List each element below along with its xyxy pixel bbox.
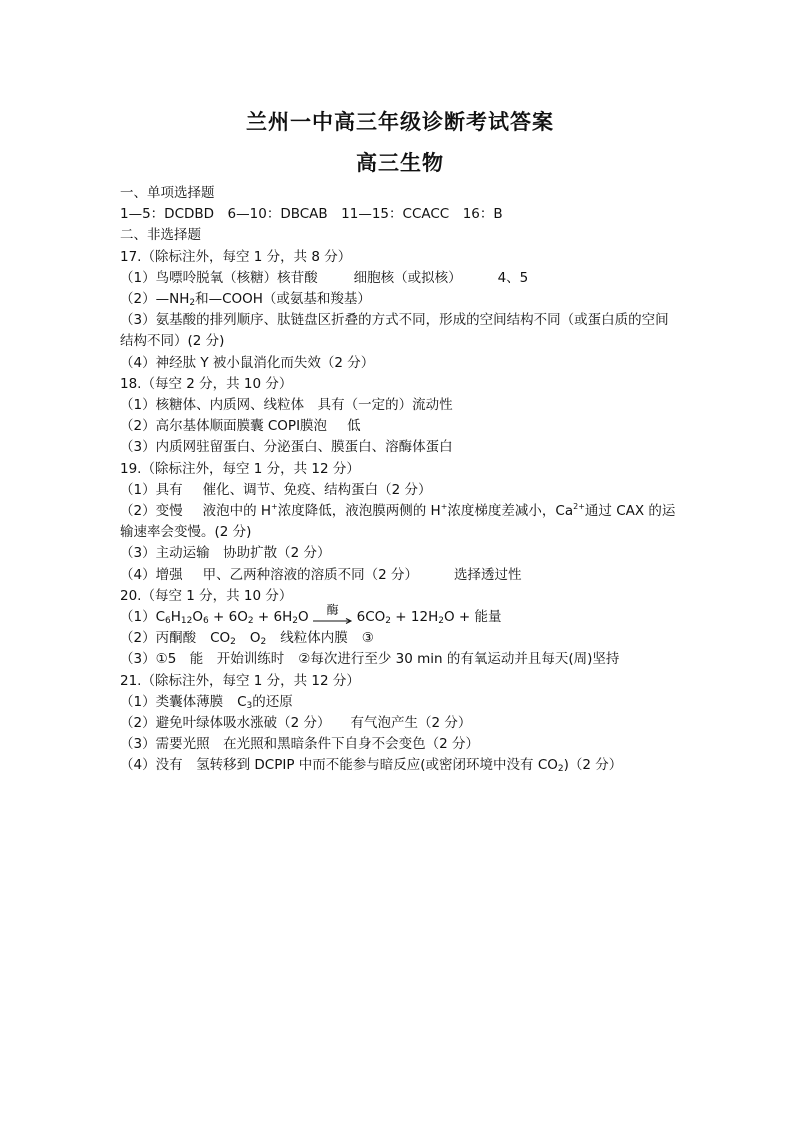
equation-o: O [192, 609, 204, 626]
equation-c-subscript: 6 [165, 616, 171, 627]
equation-water-o: O [297, 609, 309, 626]
q19-answer-2-part-e: 通过 CAX 的运输速率会变慢。(2 分) [120, 503, 676, 541]
q21-answer-4-part-b: )（2 分） [563, 757, 623, 774]
q17-answer-2 [120, 289, 680, 310]
q18-answer-3: （3）内质网驻留蛋白、分泌蛋白、膜蛋白、溶酶体蛋白 [120, 439, 453, 456]
q21-answer-1-c: C [237, 693, 247, 710]
q18-answer-2 [120, 416, 680, 437]
q21-answer-1-part-c: 的还原 [252, 693, 293, 710]
q19-answer-2-sup-1: + [271, 502, 278, 512]
reaction-arrow-icon [313, 603, 353, 624]
q20-answer-2-o2-subscript: 2 [260, 637, 267, 648]
q17-answer-1-part-c: 4、5 [497, 269, 529, 286]
equation-co2-subscript: 2 [385, 616, 391, 627]
q20-heading: 20.（每空 1 分，共 10 分） [120, 587, 293, 604]
q17-heading: 17.（除标注外，每空 1 分，共 8 分） [120, 248, 352, 265]
equation-prefix: （1） [120, 609, 156, 626]
q17-answer-2-part-b: 和—COOH（或氨基和羧基） [195, 291, 371, 308]
single-choice-answers: 1—5：DCDBD 6—10：DBCAB 11—15：CCACC 16：B [120, 206, 503, 223]
q17-answer-1-part-b: 细胞核（或拟核） [353, 269, 462, 286]
q19-answer-2-sup-2: + [440, 502, 448, 512]
q19-answer-2-part-d: 浓度梯度差减小，Ca [447, 503, 574, 520]
q21-answer-3: （3）需要光照 在光照和黑暗条件下自身不会变色（2 分） [120, 736, 479, 753]
q19-answer-2-part-c: 浓度降低，液泡膜两侧的 H [277, 503, 441, 520]
q21-answer-2-part-b: 有气泡产生（2 分） [350, 715, 472, 732]
subject-title: 高三生物 [356, 151, 444, 175]
equation-h: H [170, 609, 181, 626]
q19-answer-2-part-b: 液泡中的 H [202, 503, 272, 520]
equation-c: C [155, 609, 166, 626]
section-non-choice-heading: 二、非选择题 [120, 227, 201, 244]
q19-answer-2-sup-3: 2+ [573, 502, 585, 512]
q21-answer-1 [120, 692, 680, 713]
equation-oxygen: + 6O [208, 609, 248, 626]
q20-answer-2-part-e: ③ [361, 630, 374, 647]
q19-answer-4-part-c: 选择透过性 [453, 566, 522, 583]
q20-answer-2-co2: CO [210, 630, 231, 647]
equation-co2: 6CO [356, 609, 386, 626]
q19-answer-1-part-b: 催化、调节、免疫、结构蛋白（2 分） [202, 481, 432, 498]
q17-answer-4: （4）神经肽 Y 被小鼠消化而失效（2 分） [120, 354, 375, 371]
q21-answer-4-subscript: 2 [557, 764, 564, 775]
q20-answer-1-equation [120, 603, 680, 628]
q20-answer-2 [120, 628, 680, 649]
equation-product-water-subscript: 2 [438, 616, 444, 627]
q18-answer-2-part-a: （2）高尔基体顺面膜囊 COPⅠ膜泡 [120, 418, 328, 435]
q19-heading: 19.（除标注外，每空 1 分，共 12 分） [120, 460, 360, 477]
q17-answer-3: （3）氨基酸的排列顺序、肽链盘区折叠的方式不同，形成的空间结构不同（或蛋白质的空间结构不同）(2 分) [120, 312, 669, 350]
q19-answer-2-part-a: （2）变慢 [120, 503, 183, 520]
q19-answer-1 [120, 480, 680, 501]
q17-answer-1 [120, 268, 680, 289]
q20-answer-2-part-d: 线粒体内膜 [280, 630, 348, 647]
q21-answer-4-part-a: （4）没有 氢转移到 DCPIP 中而不能参与暗反应(或密闭环境中没有 CO [120, 757, 558, 774]
equation-water-subscript: 2 [292, 616, 298, 627]
section-single-choice-heading: 一、单项选择题 [120, 185, 215, 201]
q20-answer-2-o2: O [249, 630, 261, 647]
equation-product-water: + 12H [391, 609, 439, 626]
q17-answer-1-part-a: （1）鸟嘌呤脱氧（核糖）核苷酸 [120, 269, 318, 286]
equation-energy: O + 能量 [443, 609, 502, 626]
q19-answer-4-part-a: （4）增强 [120, 566, 183, 583]
q18-answer-2-part-b: 低 [347, 418, 361, 435]
q20-answer-3-part-b: ②每次进行至少 30 min 的有氧运动并且每天(周)坚持 [298, 651, 620, 668]
answer-content [120, 183, 680, 777]
q17-answer-2-subscript: 2 [189, 298, 196, 309]
q18-heading: 18.（每空 2 分，共 10 分） [120, 375, 293, 392]
q21-answer-1-part-a: （1）类囊体薄膜 [120, 693, 224, 710]
equation-o-subscript: 6 [203, 616, 209, 627]
q19-answer-4 [120, 565, 680, 586]
q20-answer-3-part-a: （3）①5 能 开始训练时 [120, 651, 285, 668]
q21-answer-2 [120, 713, 680, 734]
q21-answer-4 [120, 755, 680, 776]
equation-oxygen-subscript: 2 [247, 616, 254, 627]
q21-heading: 21.（除标注外，每空 1 分，共 12 分） [120, 672, 360, 689]
q19-answer-3: （3）主动运输 协助扩散（2 分） [120, 545, 331, 562]
q21-answer-2-part-a: （2）避免叶绿体吸水涨破（2 分） [120, 715, 331, 732]
q17-answer-2-part-a: （2）—NH [120, 291, 190, 308]
q21-answer-1-c-subscript: 3 [246, 700, 253, 711]
equation-h-subscript: 12 [180, 616, 193, 627]
q19-answer-4-part-b: 甲、乙两种溶液的溶质不同（2 分） [202, 566, 418, 583]
equation-water: + 6H [253, 609, 293, 626]
q20-answer-2-co2-subscript: 2 [230, 637, 236, 648]
q20-answer-3 [120, 649, 680, 670]
q19-answer-1-part-a: （1）具有 [120, 481, 183, 498]
exam-title: 兰州一中高三年级诊断考试答案 [246, 110, 554, 134]
q18-answer-1: （1）核糖体、内质网、线粒体 具有（一定的）流动性 [120, 397, 453, 414]
q19-answer-2 [120, 501, 680, 543]
q20-answer-2-part-a: （2）丙酮酸 [120, 630, 197, 647]
enzyme-label: 酶 [326, 603, 339, 618]
